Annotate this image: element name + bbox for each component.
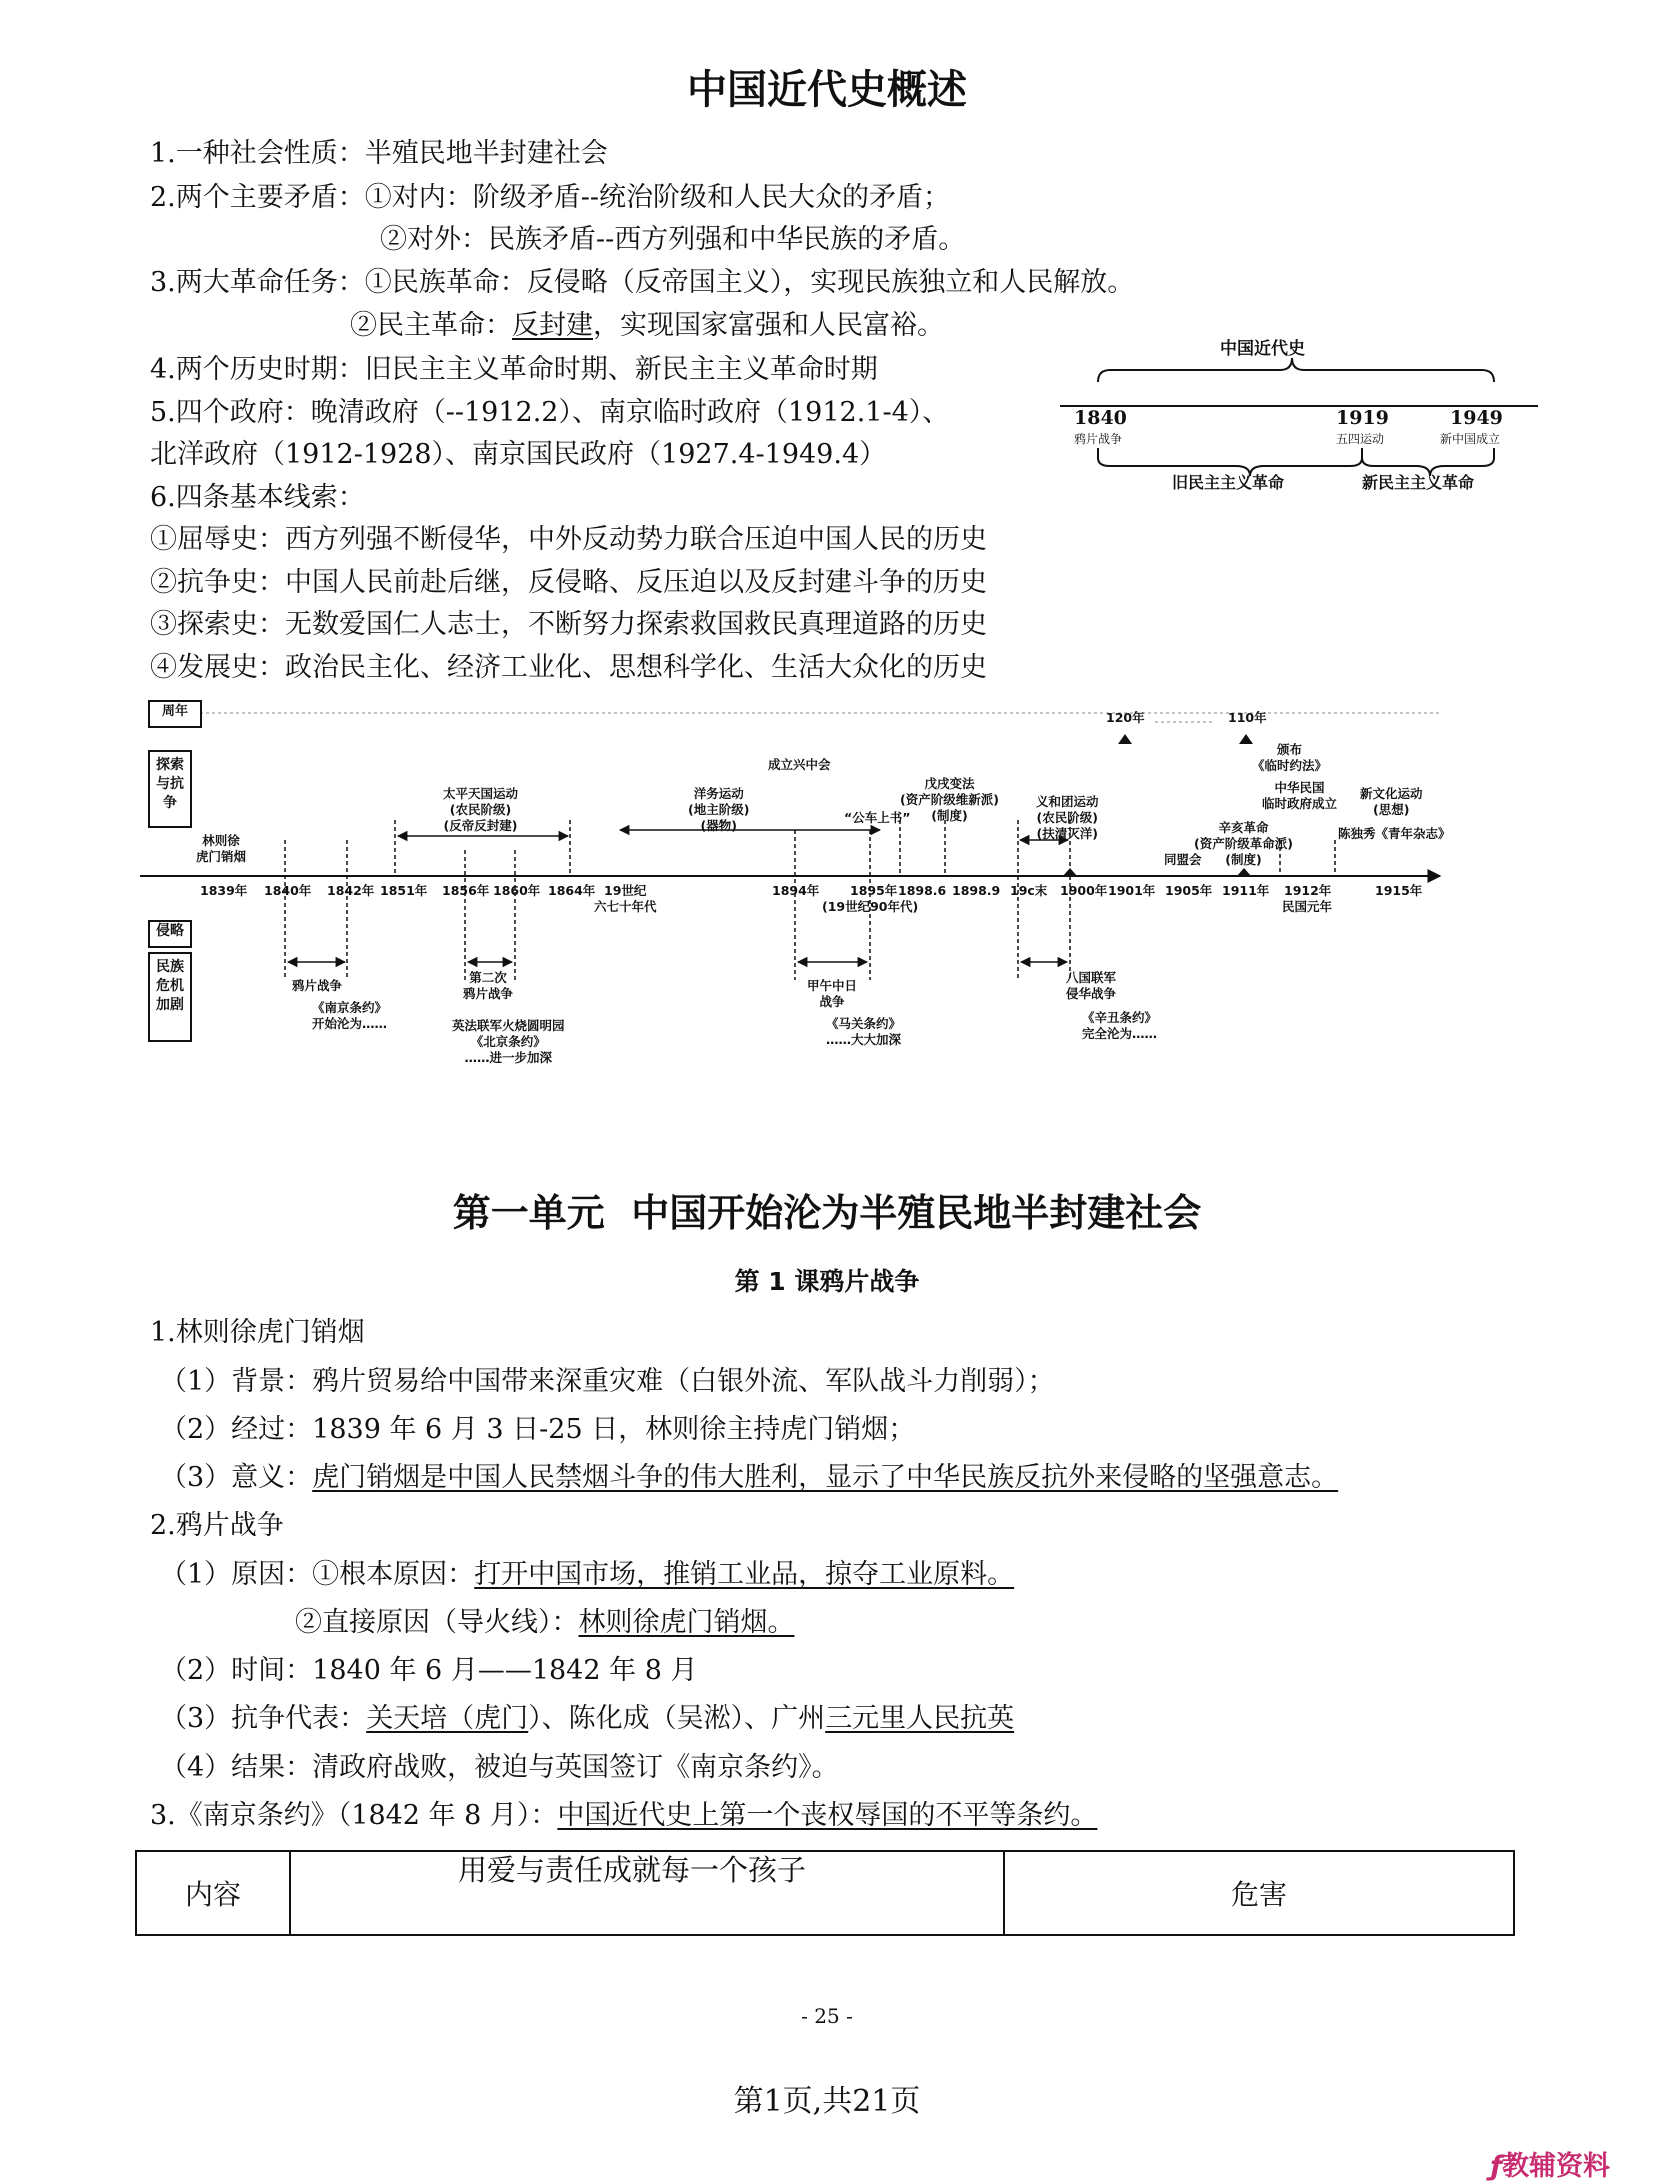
tick-label: 1839年	[200, 883, 248, 898]
event-label: 《南京条约》 开始沦为……	[312, 1000, 388, 1031]
tick-label: 1864年	[548, 883, 596, 898]
mini-period: 旧民主主义革命	[1172, 473, 1285, 492]
treaty-table	[135, 1850, 1515, 1936]
tick-label: 1912年	[1284, 883, 1332, 898]
tick-label: 1840年	[264, 883, 312, 898]
event-label: “公车上书”	[844, 810, 911, 825]
table-cell: 危害	[1004, 1851, 1514, 1935]
mini-period: 新民主主义革命	[1362, 473, 1475, 492]
event-label: 同盟会	[1164, 852, 1202, 867]
event-label: 陈独秀《青年杂志》	[1338, 826, 1451, 841]
event-label: 太平天国运动 (农民阶级) (反帝反封建)	[443, 786, 519, 833]
mini-event: 新中国成立	[1440, 432, 1501, 446]
overview-line: 4.两个历史时期：旧民主主义革命时期、新民主主义革命时期	[150, 354, 878, 385]
lesson-title: 第 1 课鸦片战争	[734, 1267, 920, 1296]
tick-label: 1905年	[1165, 883, 1213, 898]
content-line: （2）时间：1840 年 6 月——1842 年 8 月	[160, 1655, 698, 1686]
tick-label: 1898.9	[952, 883, 1001, 898]
content-line: （1）背景：鸦片贸易给中国带来深重灾难（白银外流、军队战斗力削弱）；	[160, 1366, 1055, 1397]
tick-label: 六七十年代	[594, 899, 657, 914]
overview-line: ②对外：民族矛盾--西方列强和中华民族的矛盾。	[380, 224, 966, 255]
tick-label: 1915年	[1375, 883, 1423, 898]
label-box: 探索与抗争	[148, 750, 192, 828]
event-label: 洋务运动 (地主阶级) (器物)	[688, 786, 750, 833]
event-label: 《马关条约》 ……大大加深	[826, 1016, 902, 1047]
mini-year: 1919	[1336, 407, 1389, 429]
page-title: 中国近代史概述	[687, 67, 967, 113]
content-line: （3）意义：虎门销烟是中国人民禁烟斗争的伟大胜利，显示了中华民族反抗外来侵略的坚强意志。	[160, 1462, 1339, 1493]
tick-label: (19世纪90年代)	[822, 899, 919, 914]
brand-logo: ƒ教辅资料	[1490, 2151, 1610, 2182]
tick-label: 1900年	[1060, 883, 1108, 898]
tick-label: 1911年	[1222, 883, 1270, 898]
overview-line: 北洋政府（1912-1928）、南京国民政府（1927.4-1949.4）	[150, 439, 887, 470]
event-label: 第二次 鸦片战争	[463, 970, 514, 1001]
content-line: （3）抗争代表：关天培（虎门）、陈化成（吴淞）、广州三元里人民抗英	[160, 1703, 1015, 1734]
tick-label: 1898.6	[898, 883, 947, 898]
content-line: ②直接原因（导火线）：林则徐虎门销烟。	[295, 1607, 795, 1638]
mark-label: 120年	[1106, 710, 1145, 725]
tick-label: 19世纪	[604, 883, 647, 898]
event-label: 英法联军火烧圆明园 《北京条约》 ……进一步加深	[452, 1018, 565, 1065]
overview-line: 6.四条基本线索：	[150, 482, 365, 513]
event-label: 辛亥革命 (资产阶级革命派) (制度)	[1194, 820, 1293, 867]
event-label: 林则徐 虎门销烟	[196, 833, 247, 864]
overview-line: ②民主革命：反封建，实现国家富强和人民富裕。	[350, 310, 944, 341]
clue-line: ④发展史：政治民主化、经济工业化、思想科学化、生活大众化的历史	[150, 652, 987, 683]
event-label: 甲午中日 战争	[807, 978, 858, 1009]
tick-label: 1895年	[850, 883, 898, 898]
section-heading: 2.鸦片战争	[150, 1510, 284, 1541]
event-label: 八国联军 侵华战争	[1066, 970, 1117, 1001]
event-label: 《辛丑条约》 完全沦为……	[1082, 1010, 1158, 1041]
tick-label: 1842年	[327, 883, 375, 898]
mini-event: 鸦片战争	[1074, 432, 1123, 446]
tick-label: 1901年	[1108, 883, 1156, 898]
clue-line: ①屈辱史：西方列强不断侵华，中外反动势力联合压迫中国人民的历史	[150, 524, 987, 555]
event-label: 鸦片战争	[292, 978, 343, 993]
tick-label: 19c末	[1010, 883, 1048, 898]
overview-line: 1.一种社会性质：半殖民地半封建社会	[150, 138, 608, 169]
content-line: （1）原因：①根本原因：打开中国市场，推销工业品，掠夺工业原料。	[160, 1559, 1015, 1590]
overview-line: 2.两个主要矛盾：①对内：阶级矛盾--统治阶级和人民大众的矛盾；	[150, 182, 951, 213]
page-number: - 25 -	[801, 2004, 853, 2028]
label-box: 周年	[148, 700, 202, 728]
mini-event: 五四运动	[1336, 432, 1385, 446]
tick-label: 1894年	[772, 883, 820, 898]
section-heading: 1.林则徐虎门销烟	[150, 1317, 365, 1348]
tick-label: 1860年	[493, 883, 541, 898]
event-label: 颁布 《临时约法》	[1252, 742, 1328, 773]
mini-year: 1840	[1074, 407, 1127, 429]
mark-label: 110年	[1228, 710, 1267, 725]
watermark-slogan: 用爱与责任成就每一个孩子	[458, 1853, 807, 1887]
tick-label: 1851年	[380, 883, 428, 898]
clue-line: ③探索史：无数爱国仁人志士，不断努力探索救国救民真理道路的历史	[150, 609, 987, 640]
event-label: 中华民国 临时政府成立	[1262, 780, 1338, 811]
mini-year: 1949	[1450, 407, 1503, 429]
clue-line: ②抗争史：中国人民前赴后继，反侵略、反压迫以及反封建斗争的历史	[150, 567, 987, 598]
event-label: 新文化运动 (思想)	[1360, 786, 1423, 817]
tick-label: 民国元年	[1282, 899, 1333, 914]
event-label: 成立兴中会	[768, 757, 831, 772]
event-label: 义和团运动 (农民阶级) (扶清灭洋)	[1036, 794, 1099, 841]
overview-line: 3.两大革命任务：①民族革命：反侵略（反帝国主义），实现民族独立和人民解放。	[150, 267, 1135, 298]
unit-title: 第一单元 中国开始沦为半殖民地半封建社会	[452, 1191, 1202, 1235]
mini-timeline-title: 中国近代史	[1220, 339, 1305, 359]
page-footer: 第1页,共21页	[733, 2084, 921, 2119]
label-box: 侵略	[148, 920, 192, 948]
tick-label: 1856年	[442, 883, 490, 898]
label-box: 民族危机加剧	[148, 952, 192, 1042]
event-label: 戊戌变法 (资产阶级维新派) (制度)	[900, 776, 999, 823]
section-heading: 3.《南京条约》（1842 年 8 月）：中国近代史上第一个丧权辱国的不平等条约。	[150, 1800, 1098, 1831]
content-line: （4）结果：清政府战败，被迫与英国签订《南京条约》。	[160, 1752, 839, 1783]
content-line: （2）经过：1839 年 6 月 3 日-25 日，林则徐主持虎门销烟；	[160, 1414, 916, 1445]
table-cell: 内容	[136, 1851, 290, 1935]
overview-line: 5.四个政府：晚清政府（--1912.2）、南京临时政府（1912.1-4）、	[150, 397, 950, 428]
